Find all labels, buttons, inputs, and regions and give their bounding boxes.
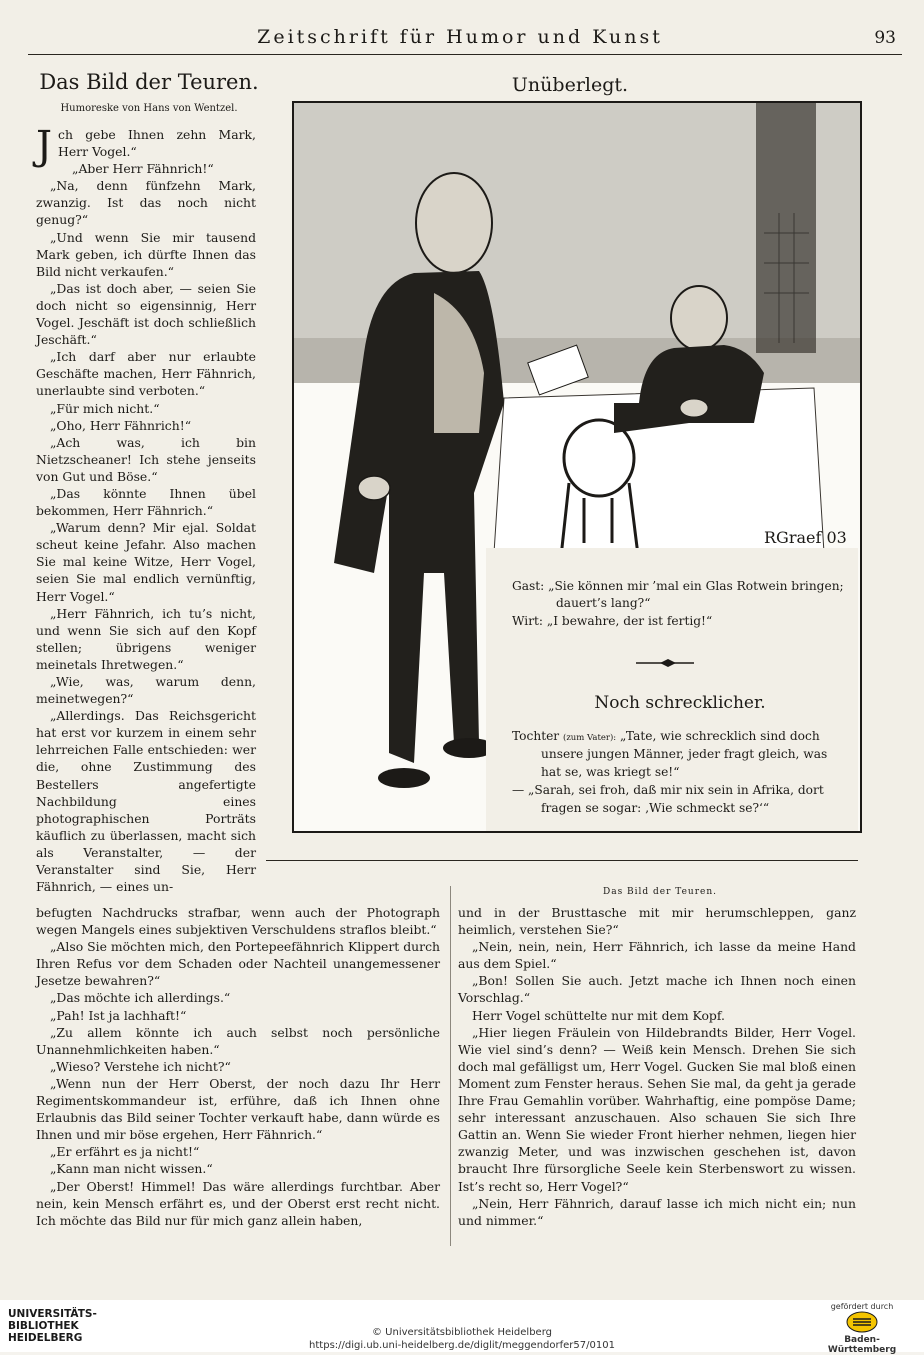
joke-line: unsere jungen Männer, jeder fragt gleich, was [541,747,828,761]
story-paragraph: „Ich darf aber nur erlaubte Geschäfte machen, Herr Fähnrich, unerlaubte sind verboten.“ [36,349,256,399]
story-paragraph: „Warum denn? Mir ejal. Soldat scheut keine Jefahr. Also machen Sie mal keine Witze, Herr Vogel, seien Sie mal endlich vernünftig, Herr Vogel.“ [36,520,256,604]
story-paragraph: „Also Sie möchten mich, den Portepeefähnrich Klippert durch Ihren Refus vor dem Schaden oder Nachteil unangemessener Jesetze bewahren?“ [36,939,440,989]
section-rule [266,860,858,861]
story-paragraph: „Pah! Ist ja lachhaft!“ [50,1007,187,1023]
drop-cap: J [36,123,53,169]
digitization-footer [0,1300,924,1355]
story-left-column [36,123,256,895]
story-paragraph: „Ach was, ich bin Nietzscheaner! Ich stehe jenseits von Gut und Böse.“ [36,434,256,484]
story-paragraph: „Er erfährt es ja nicht!“ [50,1144,200,1160]
story-paragraph: Herr Vogel schüttelte nur mit dem Kopf. [472,1007,725,1023]
story-bottom-right-column [458,904,856,1229]
story-title: Das Bild der Teuren. [39,70,259,94]
story-paragraph: „Bon! Sollen Sie auch. Jetzt mache ich Ihnen noch einen Vorschlag.“ [458,973,856,1006]
joke-line: — „Sarah, sei froh, daß mir nix sein in Afrika, dort [512,783,824,797]
funding-notice: gefördert durch Baden-Württemberg [827,1302,897,1355]
cartoon-caption-line: dauert’s lang?“ [556,596,651,610]
joke-line: hat se, was kriegt se!“ [541,765,680,779]
story-paragraph: „Aber Herr Fähnrich!“ [72,161,214,177]
story-paragraph: „Nein, nein, nein, Herr Fähnrich, ich lasse da meine Hand aus dem Spiel.“ [458,939,856,972]
story-paragraph: „Allerdings. Das Reichsgericht hat erst vor kurzem in einem sehr lehrreichen Falle entschieden: wer die, ohne Zustimmung des Bestellers angefertigte Nachbildung eines photographischen Porträts käuflich zu überlassen, macht sich als Veranstalter, — der Veranstalter sind Sie, Herr Fähnrich, — eines un- [36,708,256,895]
story-paragraph: „Der Oberst! Himmel! Das wäre allerdings furchtbar. Aber nein, kein Mensch erfährt es, und der Oberst erst recht nicht. Ich möchte das Bild nur für mich ganz allein haben, [36,1178,440,1228]
story-paragraph: „Kann man nicht wissen.“ [50,1161,213,1177]
story-paragraph: „Herr Fähnrich, ich tu’s nicht, und wenn Sie sich auf den Kopf stellen; übrigens weniger meinetals Ihretwegen.“ [36,605,256,672]
state-crest-icon [845,1311,879,1333]
story-paragraph: Jch gebe Ihnen zehn Mark, Herr Vogel.“ [36,123,256,169]
source-url-link[interactable]: https://digi.ub.uni-heidelberg.de/diglit/meggendorfer57/0101 [309,1340,615,1351]
joke-speaker-note: (zum Vater): [563,733,617,743]
joke-speaker: Tochter [512,729,560,743]
story-paragraph: „Oho, Herr Fähnrich!“ [50,417,192,433]
cartoon-caption-line: Wirt: „I bewahre, der ist fertig!“ [512,614,713,628]
story-paragraph: „Das könnte Ihnen übel bekommen, Herr Fähnrich.“ [36,485,256,519]
joke-line: Tochter (zum Vater): „Tate, wie schrecklich sind doch [512,729,820,743]
story-paragraph: „Das möchte ich allerdings.“ [50,990,231,1006]
story-paragraph: „Wie, was, warum denn, meinetwegen?“ [36,674,256,707]
header-rule [28,54,902,55]
journal-title: Zeitschrift für Humor und Kunst [257,26,663,48]
library-logo[interactable]: UNIVERSITÄTS- BIBLIOTHEK HEIDELBERG [8,1308,97,1344]
artist-signature: RGraef 03 [764,528,847,547]
story-byline: Humoreske von Hans von Wentzel. [60,103,238,114]
story-paragraph: „Nein, Herr Fähnrich, darauf lasse ich mich nicht ein; nun und nimmer.“ [458,1195,856,1228]
page-number: 93 [874,28,896,48]
story-paragraph: „Na, denn fünfzehn Mark, zwanzig. Ist das noch nicht genug?“ [36,178,256,228]
joke-title: Noch schrecklicher. [594,693,766,713]
column-divider [450,886,451,1246]
story-paragraph: und in der Brusttasche mit mir herumschleppen, ganz heimlich, verstehen Sie?“ [458,905,856,938]
page-header [0,20,924,54]
curtain [756,103,816,353]
story-paragraph: „Für mich nicht.“ [50,400,160,416]
joke-line: fragen se sogar: ‚Wie schmeckt se?‘“ [541,801,770,815]
story-paragraph: „Wenn nun der Herr Oberst, der noch dazu Ihr Herr Regimentskommandeur ist, erführe, daß ich Ihnen ohne Erlaubnis das Bild seiner Tochter verkauft habe, dann würde es Ihnen und mir böse ergehen, Herr Fähnrich.“ [36,1075,440,1143]
story-paragraph: „Wieso? Verstehe ich nicht?“ [50,1058,231,1074]
running-head: Das Bild der Teuren. [602,887,718,897]
story-paragraph: „Hier liegen Fräulein von Hildebrandts Bilder, Herr Vogel. Wie viel sind’s denn? — Weiß kein Mensch. Drehen Sie sich doch mal gefälligst um, Herr Vogel. Gucken Sie mal bloß einen Moment zum Fenster heraus. Sehen Sie mal, da geht ja gerade Ihre Frau Gemahlin vorüber. Wahrhaftig, eine pompöse Dame; sehr interessant anzuschauen. Also schauen Sie sich Ihre Gattin an. Wenn Sie wieder Front hierher nehmen, liegen hier zwanzig Meter, und was inzwischen geschehen ist, davon braucht Ihre fürsorgliche Seele kein Sterbenswort zu wissen. Ist’s recht so, Herr Vogel?“ [458,1024,856,1194]
story-paragraph: „Und wenn Sie mir tausend Mark geben, ich dürfte Ihnen das Bild nicht verkaufen.“ [36,229,256,279]
cartoon-caption-line: Gast: „Sie können mir ’mal ein Glas Rotwein bringen; [512,579,844,593]
story-paragraph: „Zu allem könnte ich auch selbst noch persönliche Unannehmlichkeiten haben.“ [36,1024,440,1057]
story-paragraph: „Das ist doch aber, — seien Sie doch nicht so eigensinnig, Herr Vogel. Jeschäft ist doch schließlich Jeschäft.“ [36,280,256,348]
cartoon-title: Unüberlegt. [511,74,629,96]
ornament-divider [630,656,700,670]
story-bottom-left-column [36,904,440,1229]
copyright-notice: © Universitätsbibliothek Heidelberg [371,1327,552,1338]
story-paragraph: befugten Nachdrucks strafbar, wenn auch der Photograph wegen Mangels eines subjektiven Verschuldens straflos bleibt.“ [36,905,440,938]
